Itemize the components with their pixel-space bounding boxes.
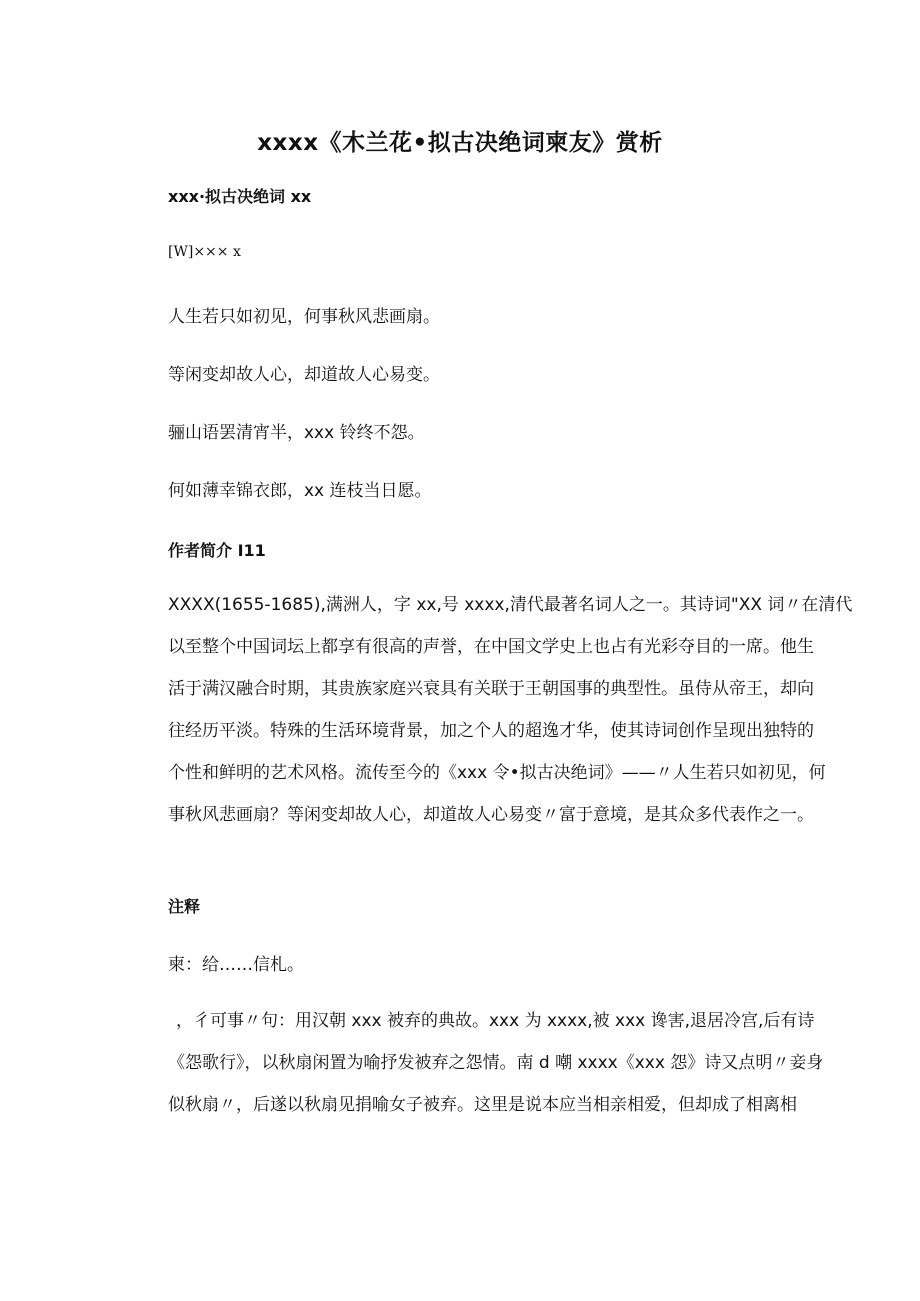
page-title: xxxx《木兰花•拟古决绝词柬友》赏析 [257,130,663,156]
paragraph-line: 个性和鲜明的艺术风格。流传至今的《xxx 令•拟古决绝词》——〃人生若只如初见，何 [168,763,826,783]
author-heading: 作者简介 I11 [168,541,266,560]
poem-meta: [W]××× x [168,244,241,260]
note-1: 柬：给……信札。 [168,955,304,975]
poem-line: 等闲变却故人心，却道故人心易变。 [168,365,440,385]
paragraph-line: ，彳可事〃句：用汉朝 xxx 被弃的典故。xxx 为 xxxx,被 xxx 谗害,退居冷宫,后有诗 [176,1011,815,1031]
paragraph-line: 似秋扇〃，后遂以秋扇见捐喻女子被弃。这里是说本应当相亲相爱，但却成了相离相 [168,1095,797,1115]
author-paragraph [168,584,853,836]
note-2-paragraph [168,1000,824,1126]
poem-subtitle: xxx·拟古决绝词 xx [168,187,312,206]
notes-heading: 注释 [168,897,201,916]
paragraph-line: 往经历平淡。特殊的生活环境背景，加之个人的超逸才华，使其诗词创作呈现出独特的 [168,721,814,741]
paragraph-line: 以至整个中国词坛上都享有很高的声誉，在中国文学史上也占有光彩夺目的一席。他生 [168,637,814,657]
paragraph-line: 《怨歌行》，以秋扇闲置为喻抒发被弃之怨情。南 d 嘲 xxxx《xxx 怨》诗又点明〃妾身 [168,1053,824,1073]
poem-line: 骊山语罢清宵半，xxx 铃终不怨。 [168,423,425,443]
paragraph-line: 活于满汉融合时期，其贵族家庭兴衰具有关联于王朝国事的典型性。虽侍从帝王，却向 [168,679,814,699]
paragraph-line: XXXX(1655-1685),满洲人，字 xx,号 xxxx,清代最著名词人之一。其诗词"XX 词〃在清代 [168,595,853,615]
poem-line: 人生若只如初见，何事秋风悲画扇。 [168,307,440,327]
poem-line: 何如薄幸锦衣郎，xx 连枝当日愿。 [168,481,432,501]
paragraph-line: 事秋风悲画扇？等闲变却故人心，却道故人心易变〃富于意境，是其众多代表作之一。 [168,805,814,825]
